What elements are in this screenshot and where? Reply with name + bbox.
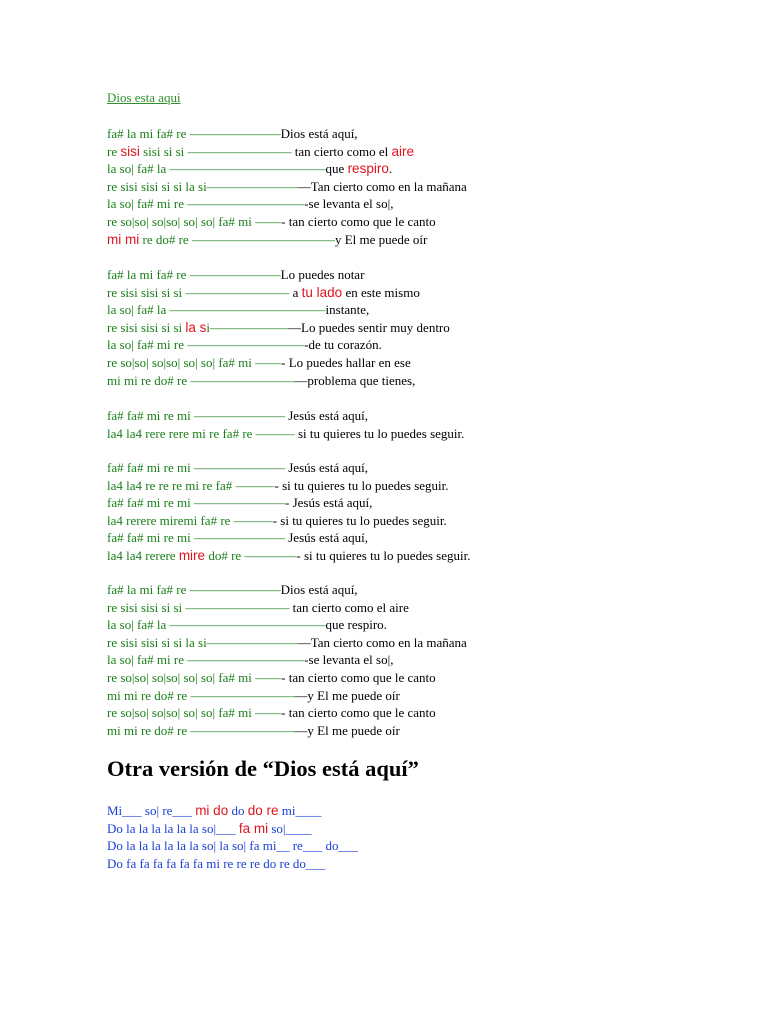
lyric-text: que [325,161,348,177]
notes-text: do [228,803,248,818]
song-line [107,837,358,855]
lyric-text: si tu quieres tu lo puedes seguir. [297,425,465,441]
lyric-text: —Lo puedes sentir muy dentro [288,319,450,335]
highlighted-text: sisi [120,143,140,159]
lyric-text: —Tan cierto como en la mañana [297,178,467,194]
notes-text: la so| fa# mi re ————————— [107,337,305,353]
song-line [107,616,467,634]
song-line [107,195,467,213]
song-section [107,125,467,248]
notes-text: la so| fa# mi re ————————— [107,196,305,212]
notes-text: do# re ———— [205,547,297,563]
song-line [107,802,358,820]
lyric-text: que respiro. [325,617,387,633]
lyric-text: -de tu corazón. [304,337,382,353]
song-line [107,599,467,617]
notes-text: fa# fa# mi re mi ——————— [107,530,289,546]
song-line [107,855,358,873]
song-line [107,477,470,495]
song-line [107,143,467,161]
notes-text: la4 la4 rerere [107,547,179,563]
notes-text: re do# re ——————————— [139,231,335,247]
notes-text: re sisi sisi si si ———————— [107,599,293,615]
notes-text: re [107,143,121,159]
notes-text: re sisi sisi si si la si——————— [107,634,298,650]
lyric-text: —y El me puede oír [294,687,400,703]
notes-text: Do la la la la la la so| la so| fa mi__ re___ do___ [107,838,359,854]
lyric-text: y El me puede oír [334,231,428,247]
notes-text: la4 rerere miremi fa# re ——— [107,512,273,528]
notes-text: la so| fa# la ———————————— [107,161,326,177]
highlighted-text: fa mi [238,820,269,836]
lyric-text: - Jesús está aquí, [285,495,373,511]
lyric-text: a [292,284,302,300]
song-line [107,581,467,599]
song-line [107,319,450,337]
notes-text: Mi___ so| re___ [107,803,196,818]
lyric-text: Jesús está aquí, [288,530,369,546]
notes-text: la so| fa# la ———————————— [107,302,326,318]
lyric-text: - tan cierto como que le canto [281,705,436,721]
song-title[interactable]: Dios esta aqui [107,90,181,105]
song-line [107,494,470,512]
song-section [107,581,467,739]
notes-text: sisi si si ———————— [139,143,295,159]
notes-text: fa# la mi fa# re ——————— [107,582,281,597]
highlighted-text: respiro [347,161,389,177]
song-line [107,651,467,669]
notes-text: re so|so| so|so| so| so| fa# mi —— [107,705,282,721]
lyric-text: tan cierto como el [294,143,392,159]
song-line [107,722,467,740]
highlighted-text: aire [391,143,415,159]
lyric-text: —y El me puede oír [294,722,400,738]
notes-text: re so|so| so|so| so| so| fa# mi —— [107,669,282,685]
notes-text: re sisi sisi si si la si——————— [107,178,298,194]
notes-text: la so| fa# mi re ————————— [107,652,305,668]
song-line [107,425,464,443]
notes-text: la4 la4 re re re mi re fa# ——— [107,477,275,493]
lyric-text: -se levanta el so|, [304,652,394,668]
song-line [107,669,467,687]
lyric-text: Lo puedes notar [280,267,365,282]
highlighted-text: la s [185,319,207,335]
lyric-text: instante, [325,302,370,318]
notes-text: re so|so| so|so| so| so| fa# mi —— [107,213,282,229]
lyric-text: - si tu quieres tu lo puedes seguir. [272,512,447,528]
lyric-text: —Tan cierto como en la mañana [297,634,467,650]
lyric-text: en este mismo [342,284,420,300]
song-line [107,354,450,372]
song-line [107,407,464,425]
song-line [107,301,450,319]
lyric-text: —problema que tienes, [294,372,416,388]
highlighted-text: mi do [195,803,229,818]
notes-text: re sisi sisi si si [107,319,186,335]
lyric-text: Dios está aquí, [280,126,358,141]
highlighted-text: mi mi [107,231,140,247]
lyric-text: -se levanta el so|, [304,196,394,212]
song-line [107,266,450,284]
song-line [107,459,470,477]
song-line [107,213,467,231]
notes-text: fa# la mi fa# re ——————— [107,126,281,141]
notes-text: la4 la4 rere rere mi re fa# re ——— [107,425,298,441]
notes-text: Do la la la la la la so|___ [107,820,239,836]
lyric-text: Jesús está aquí, [288,408,369,423]
notes-text: fa# fa# mi re mi ——————— [107,495,285,511]
lyric-text: tan cierto como el aire [292,599,409,615]
song-line [107,820,358,838]
lyric-text: - tan cierto como que le canto [281,669,436,685]
notes-text: fa# fa# mi re mi ——————— [107,460,289,475]
notes-text: re sisi sisi si si ———————— [107,284,293,300]
lyric-text: Dios está aquí, [280,582,358,597]
song-line [107,284,450,302]
notes-text: mi____ [278,803,322,818]
lyric-text: - si tu quieres tu lo puedes seguir. [274,477,449,493]
song-line [107,512,470,530]
lyric-text: Jesús está aquí, [288,460,369,475]
lyric-text: - Lo puedes hallar en ese [281,354,411,370]
song-line [107,704,467,722]
highlighted-text: mire [178,547,206,563]
notes-text: fa# fa# mi re mi ——————— [107,408,289,423]
song-line [107,231,467,249]
notes-text: mi mi re do# re ———————— [107,722,295,738]
song-section [107,407,464,442]
notes-text: mi mi re do# re ———————— [107,372,295,388]
highlighted-text: do re [247,803,279,818]
song-line [107,634,467,652]
notes-text: Do fa fa fa fa fa fa mi re re re do re do___ [107,855,326,871]
song-line [107,160,467,178]
song-line [107,687,467,705]
notes-text: fa# la mi fa# re ——————— [107,267,281,282]
song-line [107,529,470,547]
lyric-text: . [388,161,393,177]
song-line [107,178,467,196]
notes-text: so|____ [268,820,312,836]
lyric-text: - si tu quieres tu lo puedes seguir. [296,547,471,563]
highlighted-text: tu lado [301,284,343,300]
song-line [107,372,450,390]
notes-text: la so| fa# la ———————————— [107,617,326,633]
notes-text: re so|so| so|so| so| so| fa# mi —— [107,354,282,370]
song-line [107,336,450,354]
notes-text: i—————— [206,319,289,335]
song-line [107,125,467,143]
song-section [107,459,470,565]
alt-version-heading: Otra versión de “Dios está aquí” [107,756,419,781]
song-line [107,547,470,565]
lyric-text: - tan cierto como que le canto [281,213,436,229]
notes-text: mi mi re do# re ———————— [107,687,295,703]
alt-version-block [107,802,358,872]
song-section [107,266,450,389]
